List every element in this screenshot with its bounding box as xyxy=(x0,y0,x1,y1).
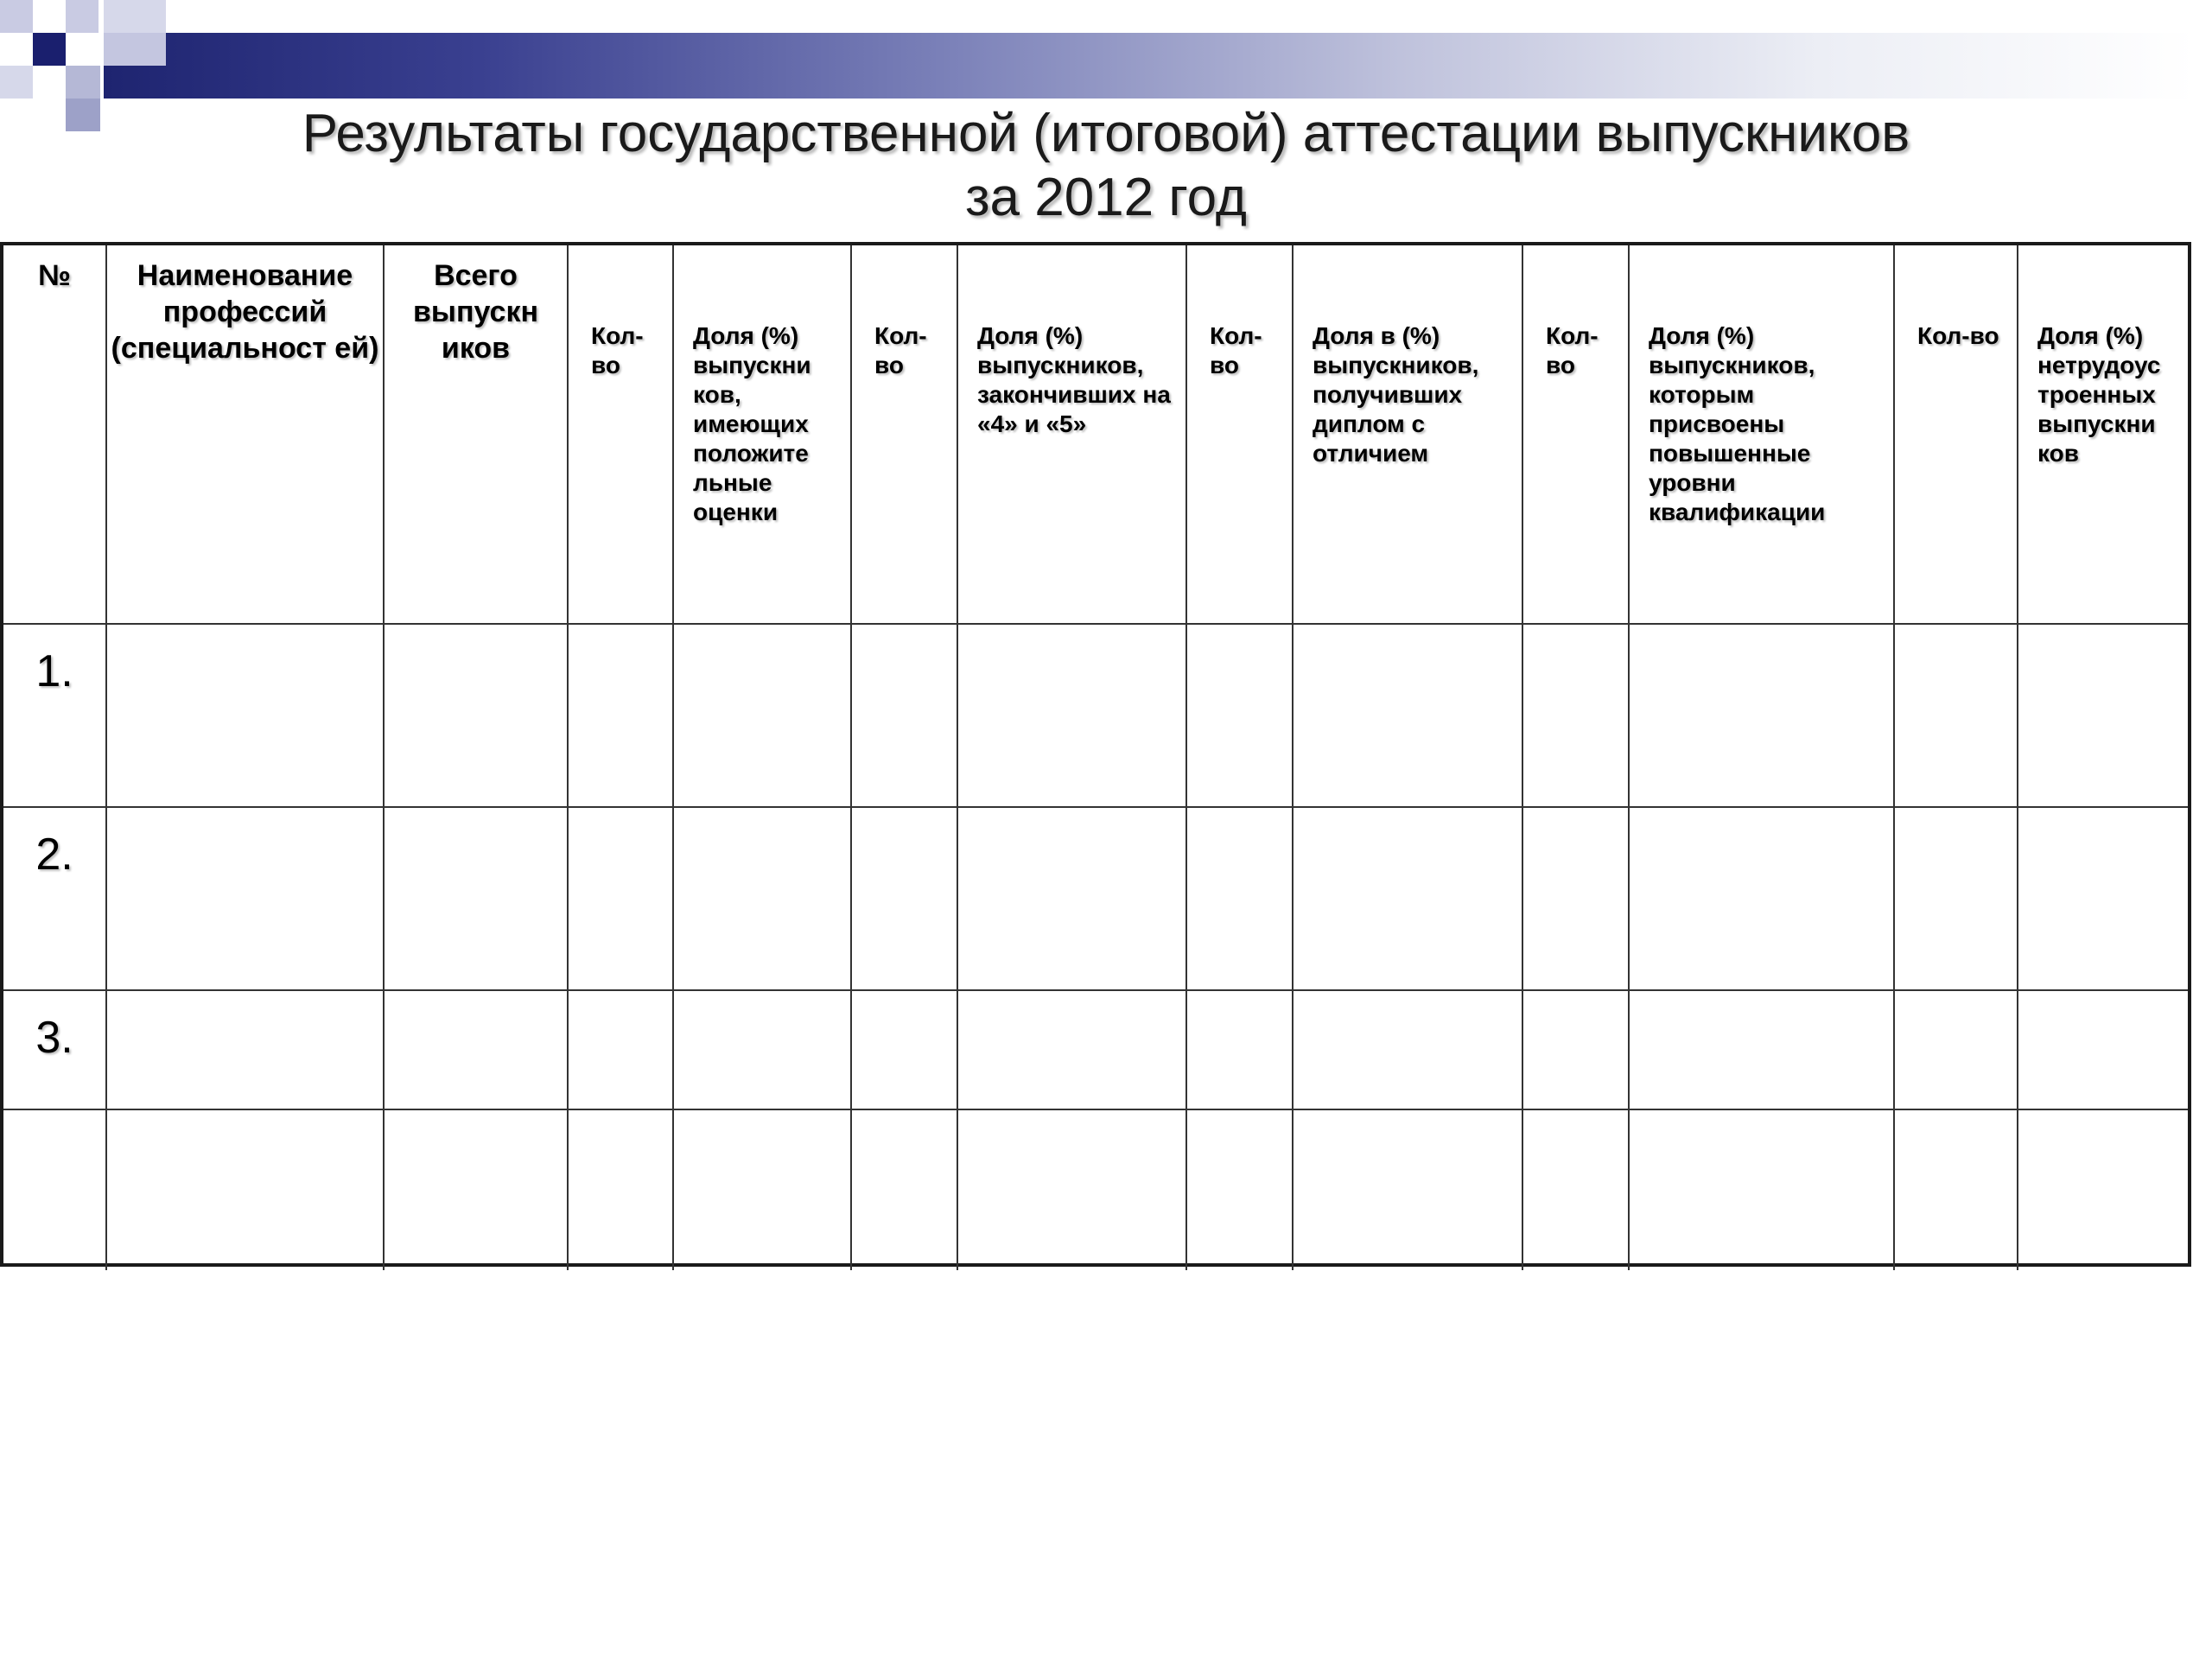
table-cell xyxy=(106,1109,384,1270)
table-cell xyxy=(1293,1109,1522,1270)
table-row xyxy=(3,624,2188,807)
table-cell xyxy=(2018,990,2188,1109)
row-number: 3. xyxy=(3,990,106,1109)
table-cell xyxy=(851,624,957,807)
header-num: № xyxy=(3,245,106,624)
table-cell xyxy=(568,990,673,1109)
table-cell xyxy=(568,807,673,990)
table-cell xyxy=(851,990,957,1109)
header-count: Кол-во xyxy=(568,245,673,624)
header-share-qualification: Доля (%) выпускников, которым присвоены повышенные уровни квалификации xyxy=(1629,245,1894,624)
table-cell xyxy=(106,990,384,1109)
header-count: Кол-во xyxy=(1186,245,1293,624)
table-cell xyxy=(1186,990,1293,1109)
header-count: Кол-во xyxy=(851,245,957,624)
table-cell xyxy=(957,990,1186,1109)
table-cell xyxy=(1186,807,1293,990)
results-table xyxy=(0,242,2191,1267)
deco-square xyxy=(0,0,33,33)
header-share-honors: Доля в (%) выпускников, получивших диплом с отличием xyxy=(1293,245,1522,624)
table-cell xyxy=(957,807,1186,990)
table-cell xyxy=(1186,1109,1293,1270)
table-row xyxy=(3,990,2188,1109)
table-cell xyxy=(1629,990,1894,1109)
row-number: 1. xyxy=(3,624,106,807)
deco-square-dark xyxy=(33,33,66,66)
table-cell xyxy=(384,624,568,807)
table-cell xyxy=(1894,807,2018,990)
header-count: Кол-во xyxy=(1894,245,2018,624)
table-cell xyxy=(1629,807,1894,990)
table-header-row xyxy=(3,245,2188,624)
table-cell xyxy=(1522,1109,1629,1270)
table-cell xyxy=(1186,624,1293,807)
row-number: 2. xyxy=(3,807,106,990)
table-row xyxy=(3,807,2188,990)
table-cell xyxy=(106,624,384,807)
table-cell xyxy=(957,624,1186,807)
deco-square xyxy=(0,66,33,99)
header-total-graduates: Всего выпускн иков xyxy=(384,245,568,624)
title-line-1: Результаты государственной (итоговой) аттестации выпускников xyxy=(302,104,1910,163)
table-cell xyxy=(568,1109,673,1270)
table-cell xyxy=(1522,624,1629,807)
page-title xyxy=(0,102,2212,230)
table-cell xyxy=(1293,807,1522,990)
table-row xyxy=(3,1109,2188,1270)
deco-square xyxy=(104,0,166,33)
table-cell xyxy=(673,807,851,990)
table-cell xyxy=(1293,624,1522,807)
table-cell xyxy=(1522,807,1629,990)
header-share-unemployed: Доля (%) нетрудоус троенных выпускни ков xyxy=(2018,245,2188,624)
header-share-4-5: Доля (%) выпускников, закончивших на «4» и «5» xyxy=(957,245,1186,624)
header-profession: Наименование профессий (специальност ей) xyxy=(106,245,384,624)
table-cell xyxy=(1894,990,2018,1109)
table-cell xyxy=(384,990,568,1109)
deco-square xyxy=(66,0,99,33)
table-cell xyxy=(673,624,851,807)
deco-square xyxy=(66,66,100,99)
table-cell xyxy=(1629,1109,1894,1270)
table-cell xyxy=(1522,990,1629,1109)
header-share-positive: Доля (%) выпускни ков, имеющих положите льные оценки xyxy=(673,245,851,624)
title-line-2: за 2012 год xyxy=(965,168,1247,227)
table-cell xyxy=(851,807,957,990)
deco-square xyxy=(104,33,166,66)
table-cell xyxy=(673,1109,851,1270)
table-cell xyxy=(1894,1109,2018,1270)
table-cell xyxy=(2018,807,2188,990)
table-cell xyxy=(384,807,568,990)
table-cell xyxy=(1293,990,1522,1109)
table-cell xyxy=(673,990,851,1109)
table-cell xyxy=(568,624,673,807)
table-cell xyxy=(2018,624,2188,807)
table-cell xyxy=(1629,624,1894,807)
header-gradient-band xyxy=(104,33,2195,99)
table-cell xyxy=(957,1109,1186,1270)
table-cell xyxy=(2018,1109,2188,1270)
table-cell xyxy=(384,1109,568,1270)
table-cell xyxy=(1894,624,2018,807)
table-cell xyxy=(851,1109,957,1270)
table-cell xyxy=(106,807,384,990)
row-number xyxy=(3,1109,106,1270)
header-count: Кол-во xyxy=(1522,245,1629,624)
